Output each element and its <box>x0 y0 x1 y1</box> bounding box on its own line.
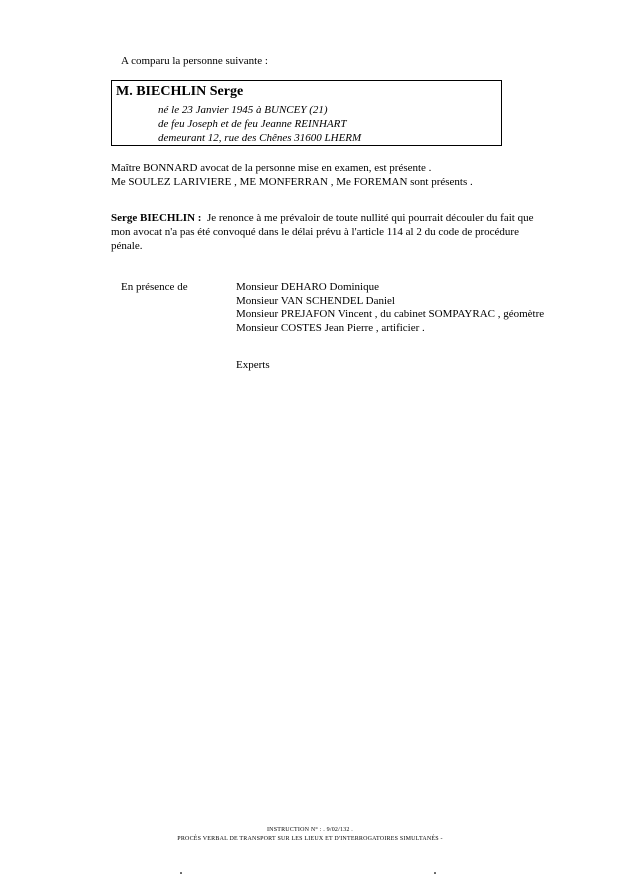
person-parents: de feu Joseph et de feu Jeanne REINHART <box>158 118 347 130</box>
intro-text: A comparu la personne suivante : <box>121 55 268 67</box>
presence-list <box>236 281 544 335</box>
person-birth: né le 23 Janvier 1945 à BUNCEY (21) <box>158 104 328 116</box>
presence-label: En présence de <box>121 281 188 293</box>
presence-person: Monsieur COSTES Jean Pierre , artificier . <box>236 321 425 334</box>
statement-line-2: mon avocat n'a pas été convoqué dans le délai prévu à l'article 114 al 2 du code de procédure <box>111 226 519 238</box>
experts-label: Experts <box>236 359 270 371</box>
person-name: M. BIECHLIN Serge <box>116 84 244 99</box>
lawyers-line-1: Maître BONNARD avocat de la personne mise en examen, est présente . <box>111 162 432 174</box>
person-address: demeurant 12, rue des Chênes 31600 LHERM <box>158 132 362 144</box>
statement-paragraph <box>111 211 551 253</box>
presence-person: Monsieur PREJAFON Vincent , du cabinet SOMPAYRAC , géomètre <box>236 308 545 320</box>
lawyers-line-2: Me SOULEZ LARIVIERE , ME MONFERRAN , Me FOREMAN sont présents . <box>111 176 473 188</box>
statement-text-1: Je renonce à me prévaloir de toute nullité qui pourrait découler du fait que <box>206 212 534 224</box>
person-identity-box <box>111 80 502 146</box>
footer-title: PROCÈS VERBAL DE TRANSPORT SUR LES LIEUX ET D'INTERROGATOIRES SIMULTANÉS - <box>177 836 443 842</box>
statement-speaker: Serge BIECHLIN : <box>111 212 202 224</box>
footer-instruction: INSTRUCTION N° : . 9/02/132 . <box>266 827 354 833</box>
scan-speck <box>180 872 182 874</box>
lawyers-paragraph <box>111 161 473 189</box>
presence-person: Monsieur VAN SCHENDEL Daniel <box>236 294 395 307</box>
scan-speck <box>434 872 436 874</box>
statement-line-1 <box>111 211 551 225</box>
presence-person: Monsieur DEHARO Dominique <box>236 281 379 293</box>
statement-line-3: pénale. <box>111 240 143 252</box>
